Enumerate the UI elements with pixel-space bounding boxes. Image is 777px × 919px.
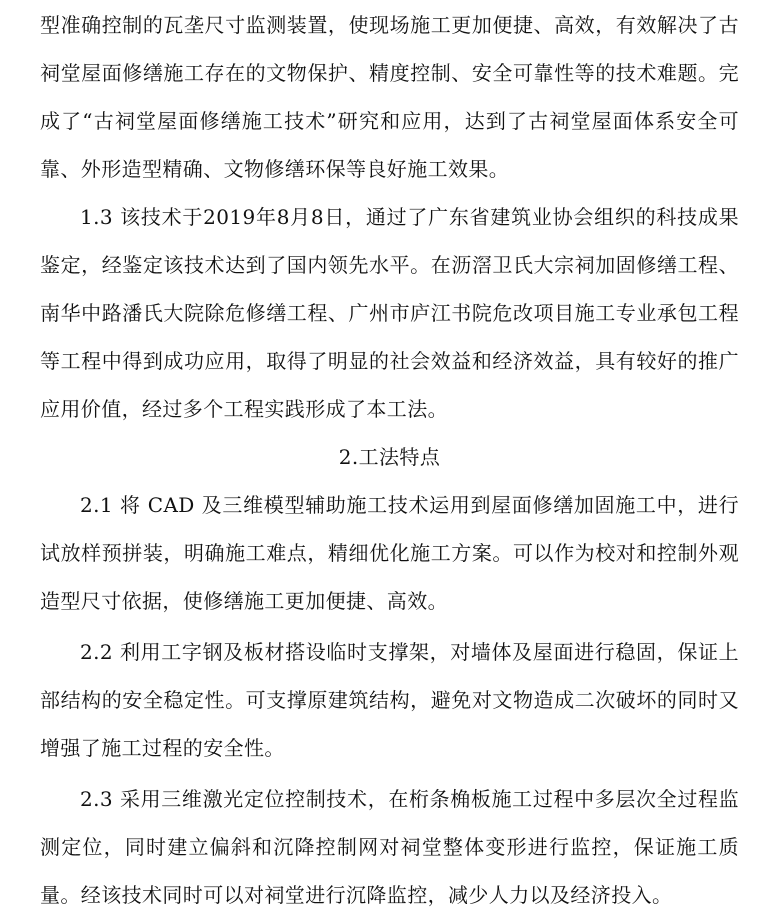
feature-2-2: 2.2 利用工字钢及板材搭设临时支撑架，对墙体及屋面进行稳固，保证上部结构的安全稳定性。可支撑原建筑结构，避免对文物造成二次破坏的同时又增强了施工过程的安全性。 <box>40 640 739 760</box>
paragraph-1-3: 1.3 该技术于2019年8月8日，通过了广东省建筑业协会组织的科技成果鉴定，经鉴定该技术达到了国内领先水平。在沥滘卫氏大宗祠加固修缮工程、南华中路潘氏大院除危修缮工程、广州市庐江书院危改项目施工专业承包工程等工程中得到成功应用，取得了明显的社会效益和经济效益，具有较好的推广应用价值，经过多个工程实践形成了本工法。 <box>40 205 739 421</box>
paragraph-continuation: 型准确控制的瓦垄尺寸监测装置，使现场施工更加便捷、高效，有效解决了古祠堂屋面修缮施工存在的文物保护、精度控制、安全可靠性等的技术难题。完成了“古祠堂屋面修缮施工技术”研究和应用，达到了古祠堂屋面体系安全可靠、外形造型精确、文物修缮环保等良好施工效果。 <box>40 13 739 181</box>
feature-2-1: 2.1 将 CAD 及三维模型辅助施工技术运用到屋面修缮加固施工中，进行试放样预拼装，明确施工难点，精细优化施工方案。可以作为校对和控制外观造型尺寸依据，使修缮施工更加便捷、高效。 <box>40 493 739 613</box>
section-heading: 2.工法特点 <box>338 445 441 469</box>
feature-2-3: 2.3 采用三维激光定位控制技术，在桁条桷板施工过程中多层次全过程监测定位，同时建立偏斜和沉降控制网对祠堂整体变形进行监控，保证施工质量。经该技术同时可以对祠堂进行沉降监控，减少人力以及经济投入。 <box>40 787 739 907</box>
